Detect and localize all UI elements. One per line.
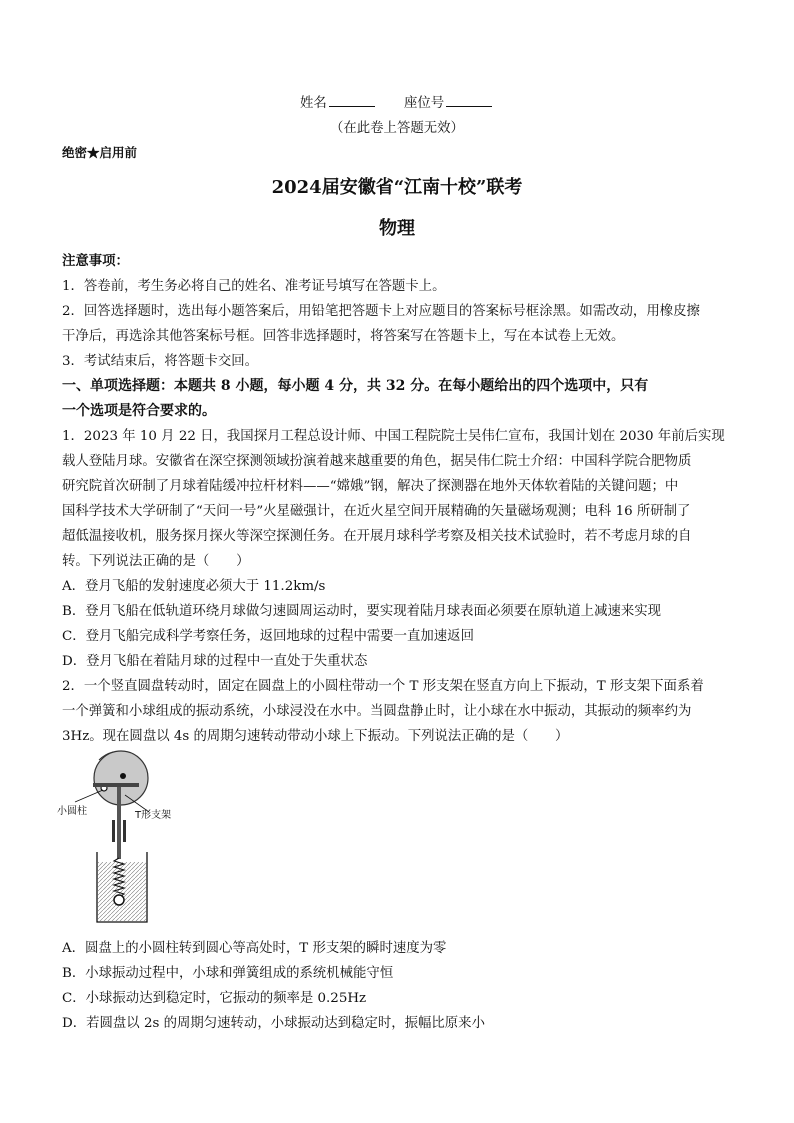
q1-text: 研究院首次研制了月球着陆缓冲拉杆材料——“嫦娥”钢，解决了探测器在地外天体软着陆的关键问题；中: [62, 479, 679, 494]
notice-item: 3．考试结束后，将答题卡交回。: [62, 354, 258, 369]
q1-option-c: C．登月飞船完成科学考察任务，返回地球的过程中需要一直加速返回: [62, 629, 474, 644]
q1-option-a: A．登月飞船的发射速度必须大于 11.2km/s: [62, 579, 326, 594]
section-heading-cont: 一个选项是符合要求的。: [62, 403, 216, 419]
q2-option-b: B．小球振动过程中，小球和弹簧组成的系统机械能守恒: [62, 966, 394, 981]
q1-text: 国科学技术大学研制了“天问一号”火星磁强计，在近火星空间开展精确的矢量磁场观测；电科 16 所研制了: [62, 504, 691, 519]
invalid-note: （在此卷上答题无效）: [330, 121, 464, 136]
q2-text: 一个弹簧和小球组成的振动系统，小球浸没在水中。当圆盘静止时，让小球在水中振动，其振动的频率约为: [62, 704, 692, 719]
notice-item: 1．答卷前，考生务必将自己的姓名、准考证号填写在答题卡上。: [62, 279, 446, 294]
subject-title: 物理: [379, 218, 415, 239]
q1-option-b: B．登月飞船在低轨道环绕月球做匀速圆周运动时，要实现着陆月球表面必须要在原轨道上减速来实现: [62, 604, 662, 619]
q2-text: 3Hz。现在圆盘以 4s 的周期匀速转动带动小球上下振动。下列说法正确的是（ ）: [62, 729, 569, 744]
exam-title: 2024届安徽省“江南十校”联考: [271, 177, 523, 198]
section-heading: 一、单项选择题：本题共 8 小题，每小题 4 分，共 32 分。在每小题给出的四个选项中，只有: [62, 378, 649, 394]
notice-item: 干净后，再选涂其他答案标号框。回答非选择题时，将答案写在答题卡上，写在本试卷上无效。: [62, 329, 625, 344]
q1-text: 转。下列说法正确的是（ ）: [62, 554, 250, 569]
secret-label: 绝密★启用前: [62, 145, 138, 160]
notice-item: 2．回答选择题时，选出每小题答案后，用铅笔把答题卡上对应题目的答案标号框涂黑。如需改动，用橡皮擦: [62, 304, 700, 319]
q2-figure: [55, 750, 185, 925]
t-frame-bar: [93, 783, 139, 787]
notice-heading: 注意事项：: [62, 253, 129, 269]
seat-field: [404, 92, 492, 111]
seat-blank: [446, 94, 492, 107]
q1-option-d: D．登月飞船在着陆月球的过程中一直处于失重状态: [62, 654, 368, 669]
label-cylinder: 小圆柱: [57, 806, 87, 817]
name-label: 姓名: [300, 96, 327, 111]
guide-left: [112, 820, 115, 842]
guide-right: [123, 820, 126, 842]
name-field: [300, 92, 375, 111]
t-frame-rod: [117, 787, 121, 859]
q2-option-d: D．若圆盘以 2s 的周期匀速转动，小球振动达到稳定时，振幅比原来小: [62, 1016, 485, 1031]
q1-text: 载人登陆月球。安徽省在深空探测领域扮演着越来越重要的角色，据吴伟仁院士介绍：中国科学院合肥物质: [62, 454, 692, 469]
disk-center: [120, 773, 126, 779]
apparatus-diagram: [55, 750, 185, 925]
q1-text: 1．2023 年 10 月 22 日，我国探月工程总设计师、中国工程院院士吴伟仁宣布，我国计划在 2030 年前后实现: [62, 429, 725, 444]
q2-option-a: A．圆盘上的小圆柱转到圆心等高处时，T 形支架的瞬时速度为零: [62, 941, 447, 956]
seat-label: 座位号: [404, 96, 445, 111]
q1-text: 超低温接收机，服务探月探火等深空探测任务。在开展月球科学考察及相关技术试验时，若不考虑月球的自: [62, 529, 692, 544]
name-blank: [329, 94, 375, 107]
ball: [114, 895, 124, 905]
q2-text: 2．一个竖直圆盘转动时，固定在圆盘上的小圆柱带动一个 T 形支架在竖直方向上下振动，T 形支架下面系着: [62, 679, 704, 694]
label-frame: T形支架: [135, 810, 172, 821]
q2-option-c: C．小球振动达到稳定时，它振动的频率是 0.25Hz: [62, 991, 367, 1006]
